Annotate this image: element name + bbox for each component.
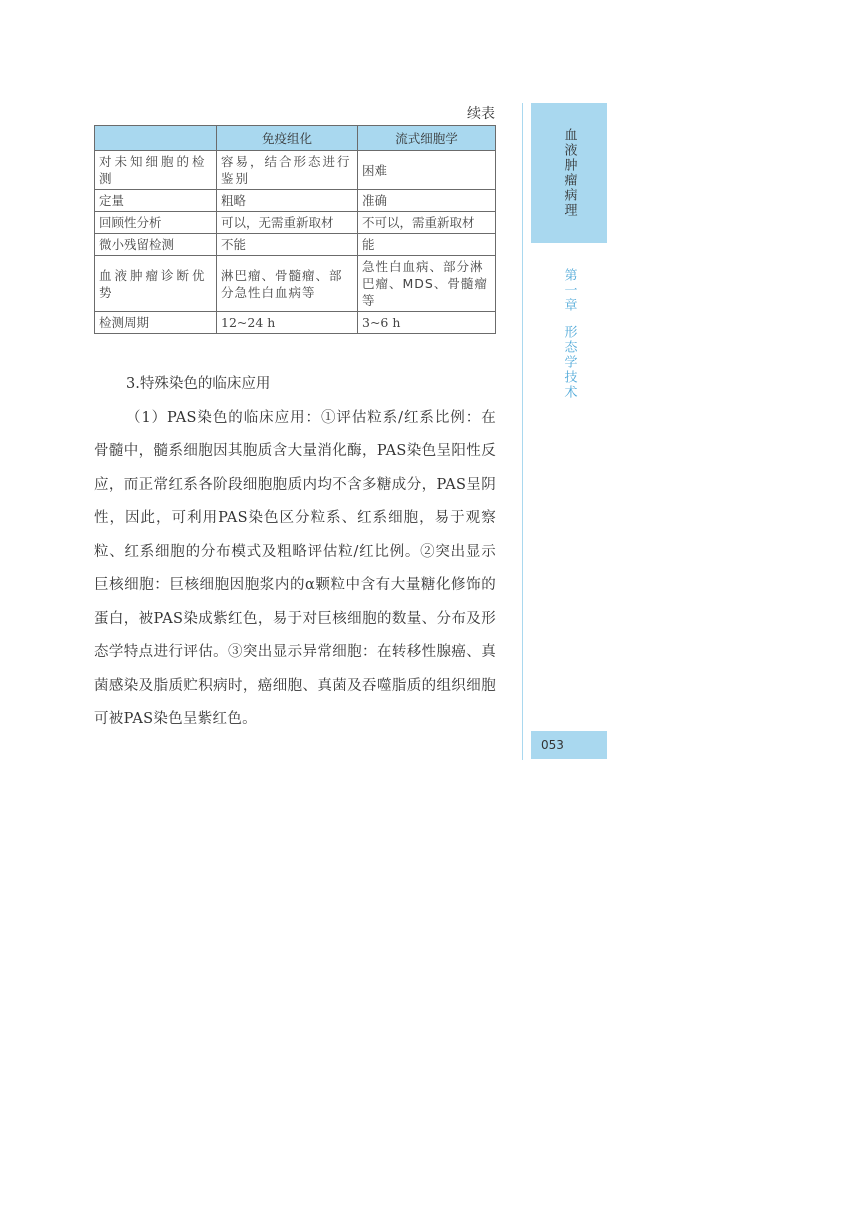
table-cell: 3~6 h bbox=[358, 312, 496, 334]
chapter-prefix: 第一章 bbox=[561, 268, 577, 313]
table-cell: 定量 bbox=[95, 190, 217, 212]
comparison-table bbox=[94, 125, 496, 334]
table-row bbox=[95, 234, 496, 256]
table-cell: 不能 bbox=[217, 234, 358, 256]
table-cell: 回顾性分析 bbox=[95, 212, 217, 234]
table-row bbox=[95, 190, 496, 212]
sidebar-divider bbox=[522, 103, 523, 760]
table-cell: 急性白血病、部分淋巴瘤、MDS、骨髓瘤等 bbox=[358, 256, 496, 312]
table-cell: 对未知细胞的检测 bbox=[95, 151, 217, 190]
table-header-row bbox=[95, 126, 496, 151]
page-number: 053 bbox=[531, 731, 607, 759]
table-row bbox=[95, 151, 496, 190]
table-cell: 12~24 h bbox=[217, 312, 358, 334]
table-header-cell: 免疫组化 bbox=[217, 126, 358, 151]
table-cell: 微小残留检测 bbox=[95, 234, 217, 256]
table-header-cell bbox=[95, 126, 217, 151]
table-cell: 容易，结合形态进行鉴别 bbox=[217, 151, 358, 190]
table-header-cell: 流式细胞学 bbox=[358, 126, 496, 151]
section-heading: 3.特殊染色的临床应用 bbox=[126, 376, 271, 392]
table-row bbox=[95, 256, 496, 312]
body-text bbox=[94, 368, 496, 737]
table-cell: 淋巴瘤、骨髓瘤、部分急性白血病等 bbox=[217, 256, 358, 312]
table-cell: 困难 bbox=[358, 151, 496, 190]
chapter-title: 形态学技术 bbox=[561, 325, 577, 400]
table-cell: 准确 bbox=[358, 190, 496, 212]
book-title: 血液肿瘤病理 bbox=[561, 128, 577, 218]
table-caption: 续表 bbox=[467, 106, 495, 122]
book-title-tab bbox=[531, 103, 607, 243]
chapter-label bbox=[531, 268, 607, 400]
body-paragraph: （1）PAS染色的临床应用：①评估粒系/红系比例：在骨髓中，髓系细胞因其胞质含大量消化酶，PAS染色呈阳性反应，而正常红系各阶段细胞胞质内均不含多糖成分，PAS呈阴性，因此，可利用PAS染色区分粒系、红系细胞，易于观察粒、红系细胞的分布模式及粗略评估粒/红比例。②突出显示巨核细胞：巨核细胞因胞浆内的α颗粒中含有大量糖化修饰的蛋白，被PAS染成紫红色，易于对巨核细胞的数量、分布及形态学特点进行评估。③突出显示异常细胞：在转移性腺癌、真菌感染及脂质贮积病时，癌细胞、真菌及吞噬脂质的组织细胞可被PAS染色呈紫红色。 bbox=[94, 409, 496, 727]
table-row bbox=[95, 312, 496, 334]
table-cell: 血液肿瘤诊断优势 bbox=[95, 256, 217, 312]
table-cell: 可以，无需重新取材 bbox=[217, 212, 358, 234]
table-cell: 检测周期 bbox=[95, 312, 217, 334]
table-row bbox=[95, 212, 496, 234]
table-cell: 粗略 bbox=[217, 190, 358, 212]
table-cell: 不可以，需重新取材 bbox=[358, 212, 496, 234]
table-cell: 能 bbox=[358, 234, 496, 256]
